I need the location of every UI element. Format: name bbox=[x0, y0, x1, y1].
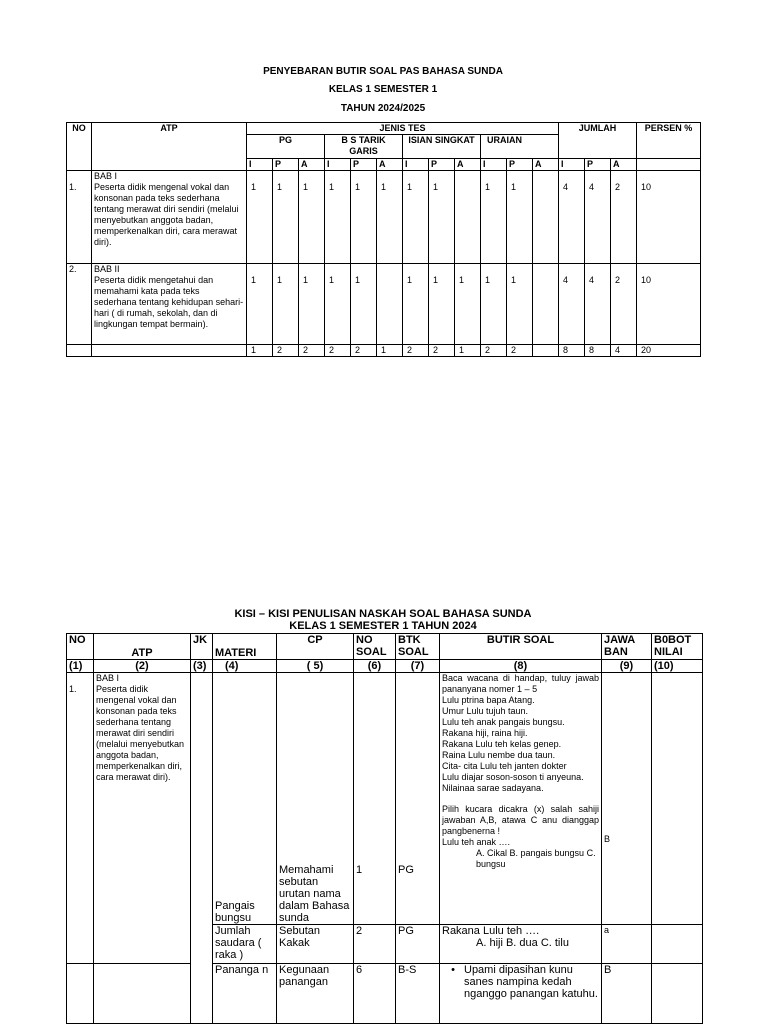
value-cell: 1 bbox=[455, 264, 481, 345]
total-row bbox=[67, 345, 701, 357]
doc2-subtitle: KELAS 1 SEMESTER 1 TAHUN 2024 bbox=[289, 620, 477, 632]
bobot-cell bbox=[652, 673, 703, 925]
col-number: (10) bbox=[652, 660, 703, 673]
total-cell bbox=[533, 345, 559, 357]
header-jumlah: JUMLAH bbox=[559, 123, 637, 159]
kisi-table bbox=[66, 633, 703, 1024]
value-cell: 1 bbox=[273, 171, 299, 264]
total-cell: 2 bbox=[507, 345, 533, 357]
empty-cell bbox=[92, 345, 247, 357]
value-cell: 1 bbox=[403, 264, 429, 345]
persen-cell: 10 bbox=[637, 264, 701, 345]
empty-cell bbox=[637, 159, 701, 171]
table-row bbox=[67, 264, 701, 345]
value-cell: 2 bbox=[611, 264, 637, 345]
doc1-title: PENYEBARAN BUTIR SOAL PAS BAHASA SUNDA bbox=[263, 66, 503, 77]
value-cell: 1 bbox=[351, 171, 377, 264]
header-uraian: URAIAN bbox=[481, 135, 559, 159]
sub-header: I bbox=[325, 159, 351, 171]
doc2-title: KISI – KISI PENULISAN NASKAH SOAL BAHASA SUNDA bbox=[234, 608, 532, 620]
header-jawaban: JAWA BAN bbox=[602, 634, 652, 660]
reading-line: Umur Lulu tujuh taun. bbox=[442, 706, 529, 716]
bobot-cell bbox=[652, 925, 703, 964]
bobot-cell bbox=[652, 964, 703, 1024]
row-no: 1. bbox=[67, 673, 94, 964]
col-number: ( 5) bbox=[277, 660, 354, 673]
total-cell: 2 bbox=[325, 345, 351, 357]
value-cell bbox=[377, 264, 403, 345]
value-cell: 1 bbox=[429, 264, 455, 345]
butir-soal-cell bbox=[440, 673, 602, 925]
row-no: 1. bbox=[67, 171, 92, 264]
sub-header: A bbox=[377, 159, 403, 171]
header-no: NO bbox=[67, 634, 94, 660]
value-cell: 1 bbox=[507, 264, 533, 345]
total-cell: 2 bbox=[273, 345, 299, 357]
row-atp bbox=[94, 964, 191, 1024]
jawaban-cell: B bbox=[602, 964, 652, 1024]
materi-cell: Jumlah saudara ( raka ) bbox=[213, 925, 277, 964]
cp-cell: Memahami sebutan urutan nama dalam Bahasa sunda bbox=[277, 673, 354, 925]
header-jenis-tes: JENIS TES bbox=[247, 123, 559, 135]
total-cell: 1 bbox=[247, 345, 273, 357]
sub-header: P bbox=[429, 159, 455, 171]
header-no: NO bbox=[67, 123, 92, 171]
total-cell: 1 bbox=[455, 345, 481, 357]
sub-header: A bbox=[533, 159, 559, 171]
value-cell: 1 bbox=[299, 171, 325, 264]
value-cell: 1 bbox=[481, 171, 507, 264]
value-cell: 1 bbox=[507, 171, 533, 264]
options: A. hiji B. dua C. tilu bbox=[476, 937, 569, 949]
reading-line: Cita- cita Lulu teh janten dokter bbox=[442, 761, 567, 771]
col-number: (8) bbox=[440, 660, 602, 673]
reading-line: Rakana Lulu teh kelas genep. bbox=[442, 739, 562, 749]
value-cell: 1 bbox=[325, 171, 351, 264]
value-cell: 4 bbox=[559, 171, 585, 264]
total-cell: 2 bbox=[403, 345, 429, 357]
sub-header: P bbox=[585, 159, 611, 171]
row-atp bbox=[92, 264, 247, 345]
question: Lulu teh anak …. bbox=[442, 837, 511, 847]
header-atp: ATP bbox=[94, 634, 191, 660]
materi-cell: Pananga n bbox=[213, 964, 277, 1024]
reading-line: Lulu diajar soson-soson ti anyeuna. bbox=[442, 772, 584, 782]
reading-line: Lulu teh anak pangais bungsu. bbox=[442, 717, 565, 727]
col-number: (4) bbox=[213, 660, 277, 673]
btk-cell: B-S bbox=[396, 964, 440, 1024]
header-bobot: B0BOT NILAI bbox=[652, 634, 703, 660]
table-row bbox=[67, 673, 703, 925]
header-pg: PG bbox=[247, 135, 325, 159]
value-cell: 1 bbox=[247, 264, 273, 345]
col-number: (9) bbox=[602, 660, 652, 673]
value-cell: 4 bbox=[585, 171, 611, 264]
reading-line: Lulu ptrina bapa Atang. bbox=[442, 695, 535, 705]
total-cell: 1 bbox=[377, 345, 403, 357]
bab-label: BAB I bbox=[96, 673, 120, 683]
col-number: (3) bbox=[191, 660, 213, 673]
doc1-year: TAHUN 2024/2025 bbox=[340, 103, 426, 114]
jawaban-cell: B bbox=[602, 673, 652, 925]
value-cell: 1 bbox=[351, 264, 377, 345]
total-cell: 2 bbox=[481, 345, 507, 357]
jk-cell bbox=[191, 673, 213, 1024]
row-atp bbox=[92, 171, 247, 264]
header-jk: JK bbox=[191, 634, 213, 660]
total-cell: 8 bbox=[585, 345, 611, 357]
empty-cell bbox=[67, 345, 92, 357]
value-cell: 1 bbox=[325, 264, 351, 345]
header-atp: ATP bbox=[92, 123, 247, 171]
no-soal-cell: 2 bbox=[354, 925, 396, 964]
value-cell: 2 bbox=[611, 171, 637, 264]
sub-header: I bbox=[481, 159, 507, 171]
value-cell: 4 bbox=[559, 264, 585, 345]
header-isian: ISIAN SINGKAT bbox=[403, 135, 481, 159]
header-btk-soal: BTK SOAL bbox=[396, 634, 440, 660]
sub-header: A bbox=[455, 159, 481, 171]
value-cell: 1 bbox=[429, 171, 455, 264]
value-cell: 1 bbox=[481, 264, 507, 345]
sub-header: I bbox=[403, 159, 429, 171]
cp-cell: Kegunaan panangan bbox=[277, 964, 354, 1024]
reading-line: Rakana hiji, raina hiji. bbox=[442, 728, 528, 738]
jawaban-cell: a bbox=[602, 925, 652, 964]
sub-header: I bbox=[559, 159, 585, 171]
total-cell: 2 bbox=[351, 345, 377, 357]
header-materi: MATERI bbox=[213, 634, 277, 660]
value-cell: 1 bbox=[403, 171, 429, 264]
btk-cell: PG bbox=[396, 673, 440, 925]
header-no-soal: NO SOAL bbox=[354, 634, 396, 660]
value-cell: 1 bbox=[377, 171, 403, 264]
no-soal-cell: 1 bbox=[354, 673, 396, 925]
sub-header: P bbox=[273, 159, 299, 171]
col-number: (1) bbox=[67, 660, 94, 673]
atp-text: Peserta didik mengetahui dan memahami kata pada teks sederhana tentang kehidupan sehari-hari ( di rumah, sekolah, dan di lingkungan tempat bermain). bbox=[94, 275, 244, 329]
question: Rakana Lulu teh …. bbox=[442, 925, 540, 937]
atp-text: Peserta didik mengenal vokal dan konsonan pada teks sederhana tentang merawat diri sendiri (melalui menyebutkan anggota badan, memperkenalkan diri, cara merawat diri). bbox=[94, 182, 239, 247]
options: A. Cikal B. pangais bungsu C. bungsu bbox=[476, 848, 596, 869]
instruction: Pilih kucara dicakra (x) salah sahiji jawaban A,B, atawa C anu dianggap pangbenerna ! bbox=[442, 804, 599, 836]
header-butir-soal: BUTIR SOAL bbox=[440, 634, 602, 660]
row-atp bbox=[94, 673, 191, 964]
cp-cell: Sebutan Kakak bbox=[277, 925, 354, 964]
total-persen: 20 bbox=[637, 345, 701, 357]
persen-cell: 10 bbox=[637, 171, 701, 264]
col-number: (6) bbox=[354, 660, 396, 673]
table-row bbox=[67, 171, 701, 264]
total-cell: 2 bbox=[429, 345, 455, 357]
reading-intro: Baca wacana di handap, tuluy jawab pananyana nomer 1 – 5 bbox=[442, 673, 599, 694]
total-cell: 8 bbox=[559, 345, 585, 357]
col-number: (7) bbox=[396, 660, 440, 673]
value-cell: 1 bbox=[299, 264, 325, 345]
value-cell bbox=[455, 171, 481, 264]
sub-header: A bbox=[611, 159, 637, 171]
sub-header: P bbox=[351, 159, 377, 171]
header-cp: CP bbox=[277, 634, 354, 660]
sub-header: A bbox=[299, 159, 325, 171]
total-cell: 4 bbox=[611, 345, 637, 357]
row-no: 2. bbox=[67, 264, 92, 345]
total-cell: 2 bbox=[299, 345, 325, 357]
distribution-table bbox=[66, 122, 701, 357]
table-row bbox=[67, 964, 703, 1024]
no-soal-cell: 6 bbox=[354, 964, 396, 1024]
bullet-icon: • bbox=[451, 964, 455, 976]
bab-label: BAB I bbox=[94, 171, 118, 181]
butir-soal-cell bbox=[440, 964, 602, 1024]
sub-header: P bbox=[507, 159, 533, 171]
header-bs: B S TARIK GARIS bbox=[325, 135, 403, 159]
sub-header: I bbox=[247, 159, 273, 171]
value-cell: 4 bbox=[585, 264, 611, 345]
value-cell: 1 bbox=[247, 171, 273, 264]
bab-label: BAB II bbox=[94, 264, 120, 274]
value-cell: 1 bbox=[273, 264, 299, 345]
reading-line: Raina Lulu nembe dua taun. bbox=[442, 750, 556, 760]
doc1-subtitle: KELAS 1 SEMESTER 1 bbox=[328, 84, 438, 95]
btk-cell: PG bbox=[396, 925, 440, 964]
bullet-text: Upami dipasihan kunu sanes nampina kedah nganggo panangan katuhu. bbox=[464, 964, 598, 1000]
atp-text: Peserta didik mengenal vokal dan konsonan pada teks sederhana tentang merawat diri sendiri (melalui menyebutkan anggota badan, memperkenalkan diri, cara merawat diri). bbox=[96, 684, 185, 782]
col-number: (2) bbox=[94, 660, 191, 673]
header-persen: PERSEN % bbox=[637, 123, 701, 159]
butir-soal-cell bbox=[440, 925, 602, 964]
row-no bbox=[67, 964, 94, 1024]
value-cell bbox=[533, 264, 559, 345]
value-cell bbox=[533, 171, 559, 264]
reading-line: Nilainaa sarae sadayana. bbox=[442, 783, 544, 793]
materi-cell: Pangais bungsu bbox=[213, 673, 277, 925]
